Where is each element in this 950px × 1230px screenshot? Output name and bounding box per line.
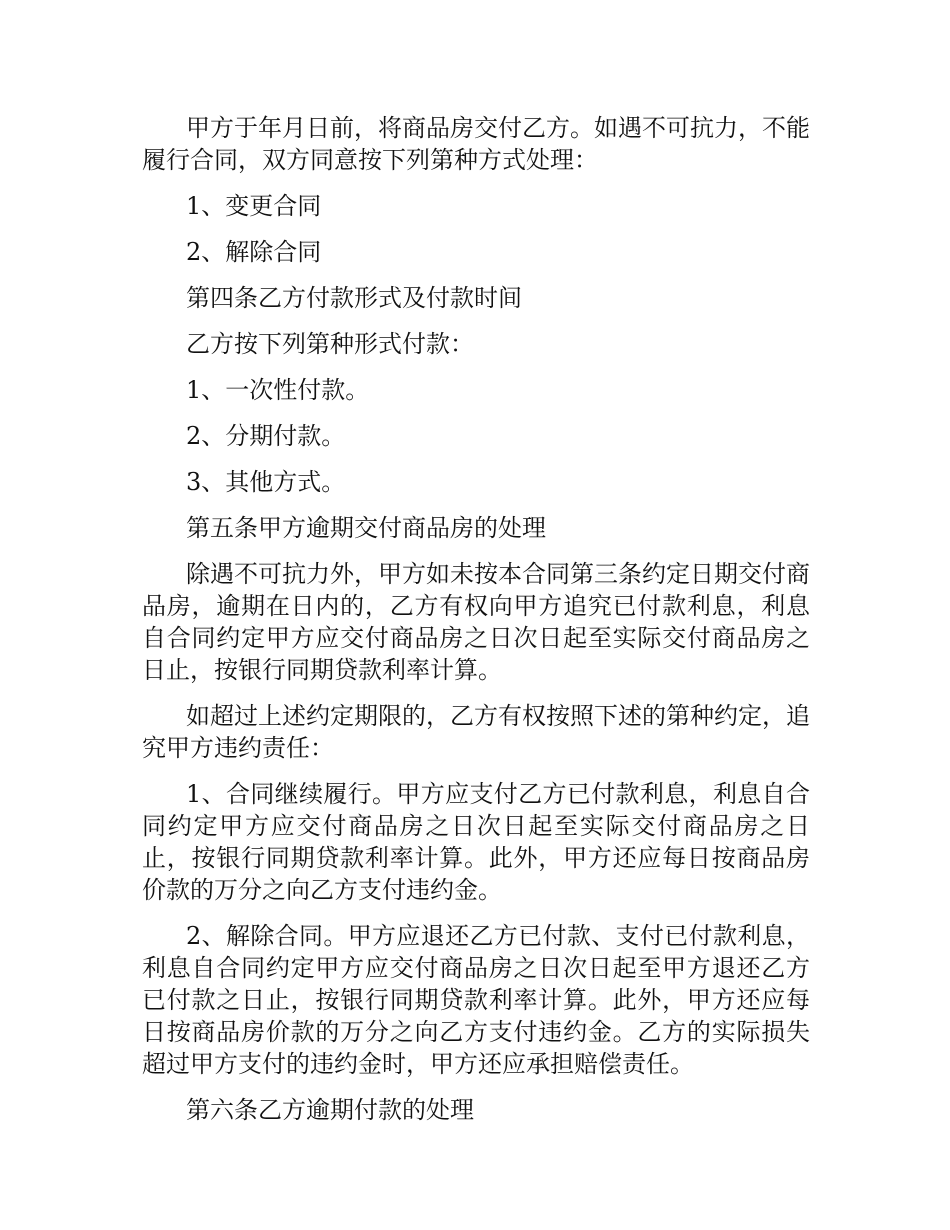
article-4-heading: 第四条乙方付款形式及付款时间 bbox=[186, 284, 522, 312]
article-5-heading: 第五条甲方逾期交付商品房的处理 bbox=[186, 514, 546, 542]
payment-option-installment: 2、分期付款。 bbox=[186, 422, 346, 450]
clause-terminate-contract: 2、解除合同。甲方应退还乙方已付款、支付已付款利息，利息自合同约定甲方应交付商品房之日次日起至甲方退还乙方已付款之日止，按银行同期贷款利率计算。此外，甲方还应每日按商品房价款的万分之向乙方支付违约金。乙方的实际损失超过甲方支付的违约金时，甲方还应承担赔偿责任。 bbox=[142, 922, 810, 1078]
clause-continue-performance: 1、合同继续履行。甲方应支付乙方已付款利息，利息自合同约定甲方应交付商品房之日次日起至实际交付商品房之日止，按银行同期贷款利率计算。此外，甲方还应每日按商品房价款的万分之向乙方支付违约金。 bbox=[142, 780, 810, 904]
option-change-contract: 1、变更合同 bbox=[186, 192, 322, 220]
payment-option-other: 3、其他方式。 bbox=[186, 468, 346, 496]
document-page bbox=[142, 112, 810, 1140]
option-terminate-contract: 2、解除合同 bbox=[186, 238, 322, 266]
paragraph-late-delivery: 除遇不可抗力外，甲方如未按本合同第三条约定日期交付商品房，逾期在日内的，乙方有权向甲方追究已付款利息，利息自合同约定甲方应交付商品房之日次日起至实际交付商品房之日止，按银行同期贷款利率计算。 bbox=[142, 560, 810, 684]
paragraph-exceeding-term: 如超过上述约定期限的，乙方有权按照下述的第种约定，追究甲方违约责任： bbox=[142, 702, 810, 762]
payment-option-lump-sum: 1、一次性付款。 bbox=[186, 376, 370, 404]
payment-method-intro: 乙方按下列第种形式付款： bbox=[186, 330, 474, 358]
article-6-heading: 第六条乙方逾期付款的处理 bbox=[186, 1096, 474, 1124]
paragraph-delivery: 甲方于年月日前，将商品房交付乙方。如遇不可抗力，不能履行合同，双方同意按下列第种方式处理： bbox=[142, 114, 810, 174]
